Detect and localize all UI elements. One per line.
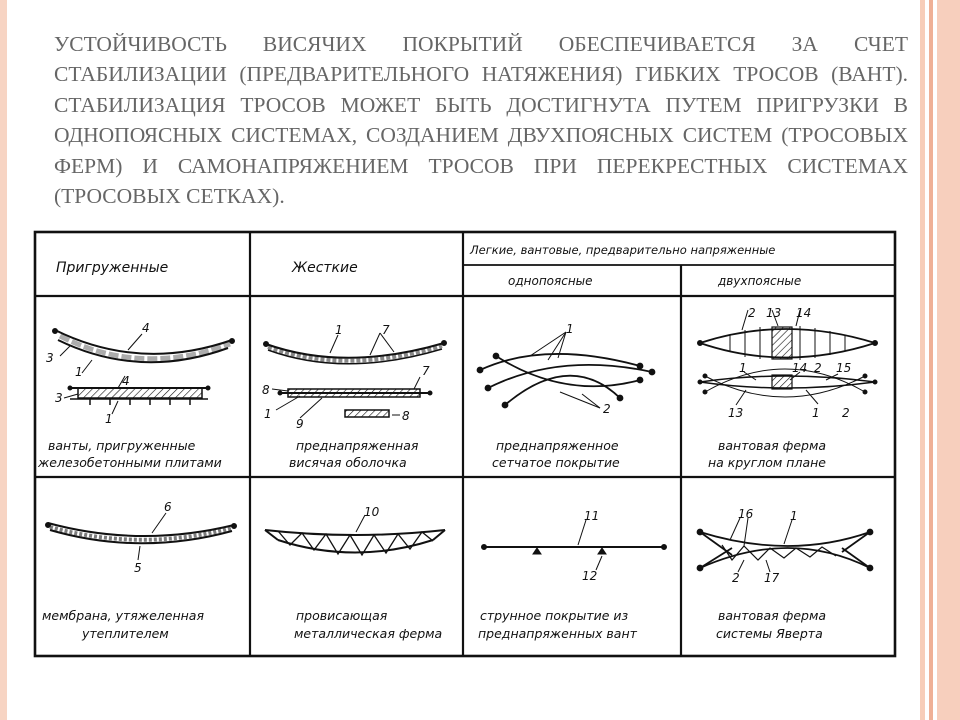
callout-c5-6: 6 <box>164 500 172 514</box>
callout-c4-2b: 2 <box>814 361 822 375</box>
header-single-chord: однопоясные <box>508 274 593 288</box>
caption-7a: струнное покрытие из <box>480 608 629 623</box>
callout-c1-1a: 1 <box>75 365 83 379</box>
callout-c1-3a: 3 <box>46 351 54 365</box>
callout-c8-17: 17 <box>764 571 780 585</box>
sketch-membrane <box>46 513 237 560</box>
caption-2a: преднапряженная <box>296 438 419 453</box>
callout-c3-2: 2 <box>603 402 611 416</box>
callout-c8-2: 2 <box>732 571 740 585</box>
sketch-string-roof <box>482 520 667 570</box>
callout-c6-10: 10 <box>364 505 380 519</box>
sketch-prestressed-shell <box>264 333 447 418</box>
callout-c4-2c: 2 <box>842 406 850 420</box>
header-double-chord: двухпоясные <box>718 274 802 288</box>
caption-4a: вантовая ферма <box>718 438 827 453</box>
callout-c2-7a: 7 <box>382 323 390 337</box>
callout-c4-1b: 1 <box>812 406 820 420</box>
callout-c5-5: 5 <box>134 561 142 575</box>
caption-3a: преднапряженное <box>496 438 619 453</box>
decor-stripe-right-1 <box>920 0 925 720</box>
caption-6a: провисающая <box>296 608 388 623</box>
caption-8a: вантовая ферма <box>718 608 827 623</box>
caption-8b: системы Яверта <box>716 626 823 641</box>
callout-c4-15: 15 <box>836 361 852 375</box>
caption-1b: железобетонными плитами <box>38 455 222 470</box>
callout-c2-7b: 7 <box>422 364 430 378</box>
callout-c8-16: 16 <box>738 507 754 521</box>
callout-c7-12: 12 <box>582 569 598 583</box>
callout-c8-1: 1 <box>790 509 798 523</box>
callout-c7-11: 11 <box>584 509 600 523</box>
caption-7b: преднапряженных вант <box>478 626 637 641</box>
caption-6b: металлическая ферма <box>294 626 443 641</box>
callout-c4-1a: 1 <box>739 361 747 375</box>
header-rigid: Жесткие <box>292 260 358 276</box>
callout-c1-4b: 4 <box>122 374 130 388</box>
caption-1a: ванты, пригруженные <box>48 438 196 453</box>
callout-c1-1b: 1 <box>105 412 113 426</box>
callout-c4-14a: 14 <box>796 306 812 320</box>
sketch-jawerth-truss <box>698 518 873 572</box>
sketch-cable-net <box>478 332 655 408</box>
caption-5b: утеплителем <box>82 626 169 641</box>
caption-4b: на круглом плане <box>708 455 826 470</box>
callout-c4-13a: 13 <box>766 306 782 320</box>
suspended-roof-diagram <box>0 218 900 663</box>
callout-c2-1a: 1 <box>335 323 343 337</box>
sketch-cable-truss-circular <box>698 310 878 405</box>
caption-3b: сетчатое покрытие <box>492 455 620 470</box>
callout-c2-8b: 8 <box>402 409 410 423</box>
slide-heading: УСТОЙЧИВОСТЬ ВИСЯЧИХ ПОКРЫТИЙ ОБЕСПЕЧИВАЕТСЯ ЗА СЧЕТ СТАБИЛИЗАЦИИ (ПРЕДВАРИТЕЛЬНОГО НАТЯЖЕНИЯ) ГИБКИХ ТРОСОВ (ВАНТ). СТАБИЛИЗАЦИЯ ТРОСОВ МОЖЕТ БЫТЬ ДОСТИГНУТА ПУТЕМ ПРИГРУЗКИ В ОДНОПОЯСНЫХ СИСТЕМАХ, СОЗДАНИЕМ ДВУХПОЯСНЫХ СИСТЕМ (ТРОСОВЫХ ФЕРМ) И САМОНАПРЯЖЕНИЕМ ТРОСОВ ПРИ ПЕРЕКРЕСТНЫХ СИСТЕМАХ (ТРОСОВЫХ СЕТКАХ). <box>54 32 908 209</box>
callout-c2-8a: 8 <box>262 383 270 397</box>
caption-2b: висячая оболочка <box>289 455 407 470</box>
callout-c3-1: 1 <box>566 322 574 336</box>
header-loaded: Пригруженные <box>56 260 169 276</box>
callout-c2-9: 9 <box>296 417 304 431</box>
callout-c4-14b: 14 <box>792 361 808 375</box>
callout-c4-13b: 13 <box>728 406 744 420</box>
caption-5a: мембрана, утяжеленная <box>42 608 204 623</box>
decor-stripe-right-3 <box>937 0 960 720</box>
callout-c2-1b: 1 <box>264 407 272 421</box>
callout-c1-4a: 4 <box>142 321 150 335</box>
callout-c4-2a: 2 <box>748 306 756 320</box>
callout-c1-3b: 3 <box>55 391 63 405</box>
decor-stripe-right-2 <box>929 0 933 720</box>
sketch-metal-truss <box>265 515 445 555</box>
header-light: Легкие, вантовые, предварительно напряженные <box>470 243 776 257</box>
